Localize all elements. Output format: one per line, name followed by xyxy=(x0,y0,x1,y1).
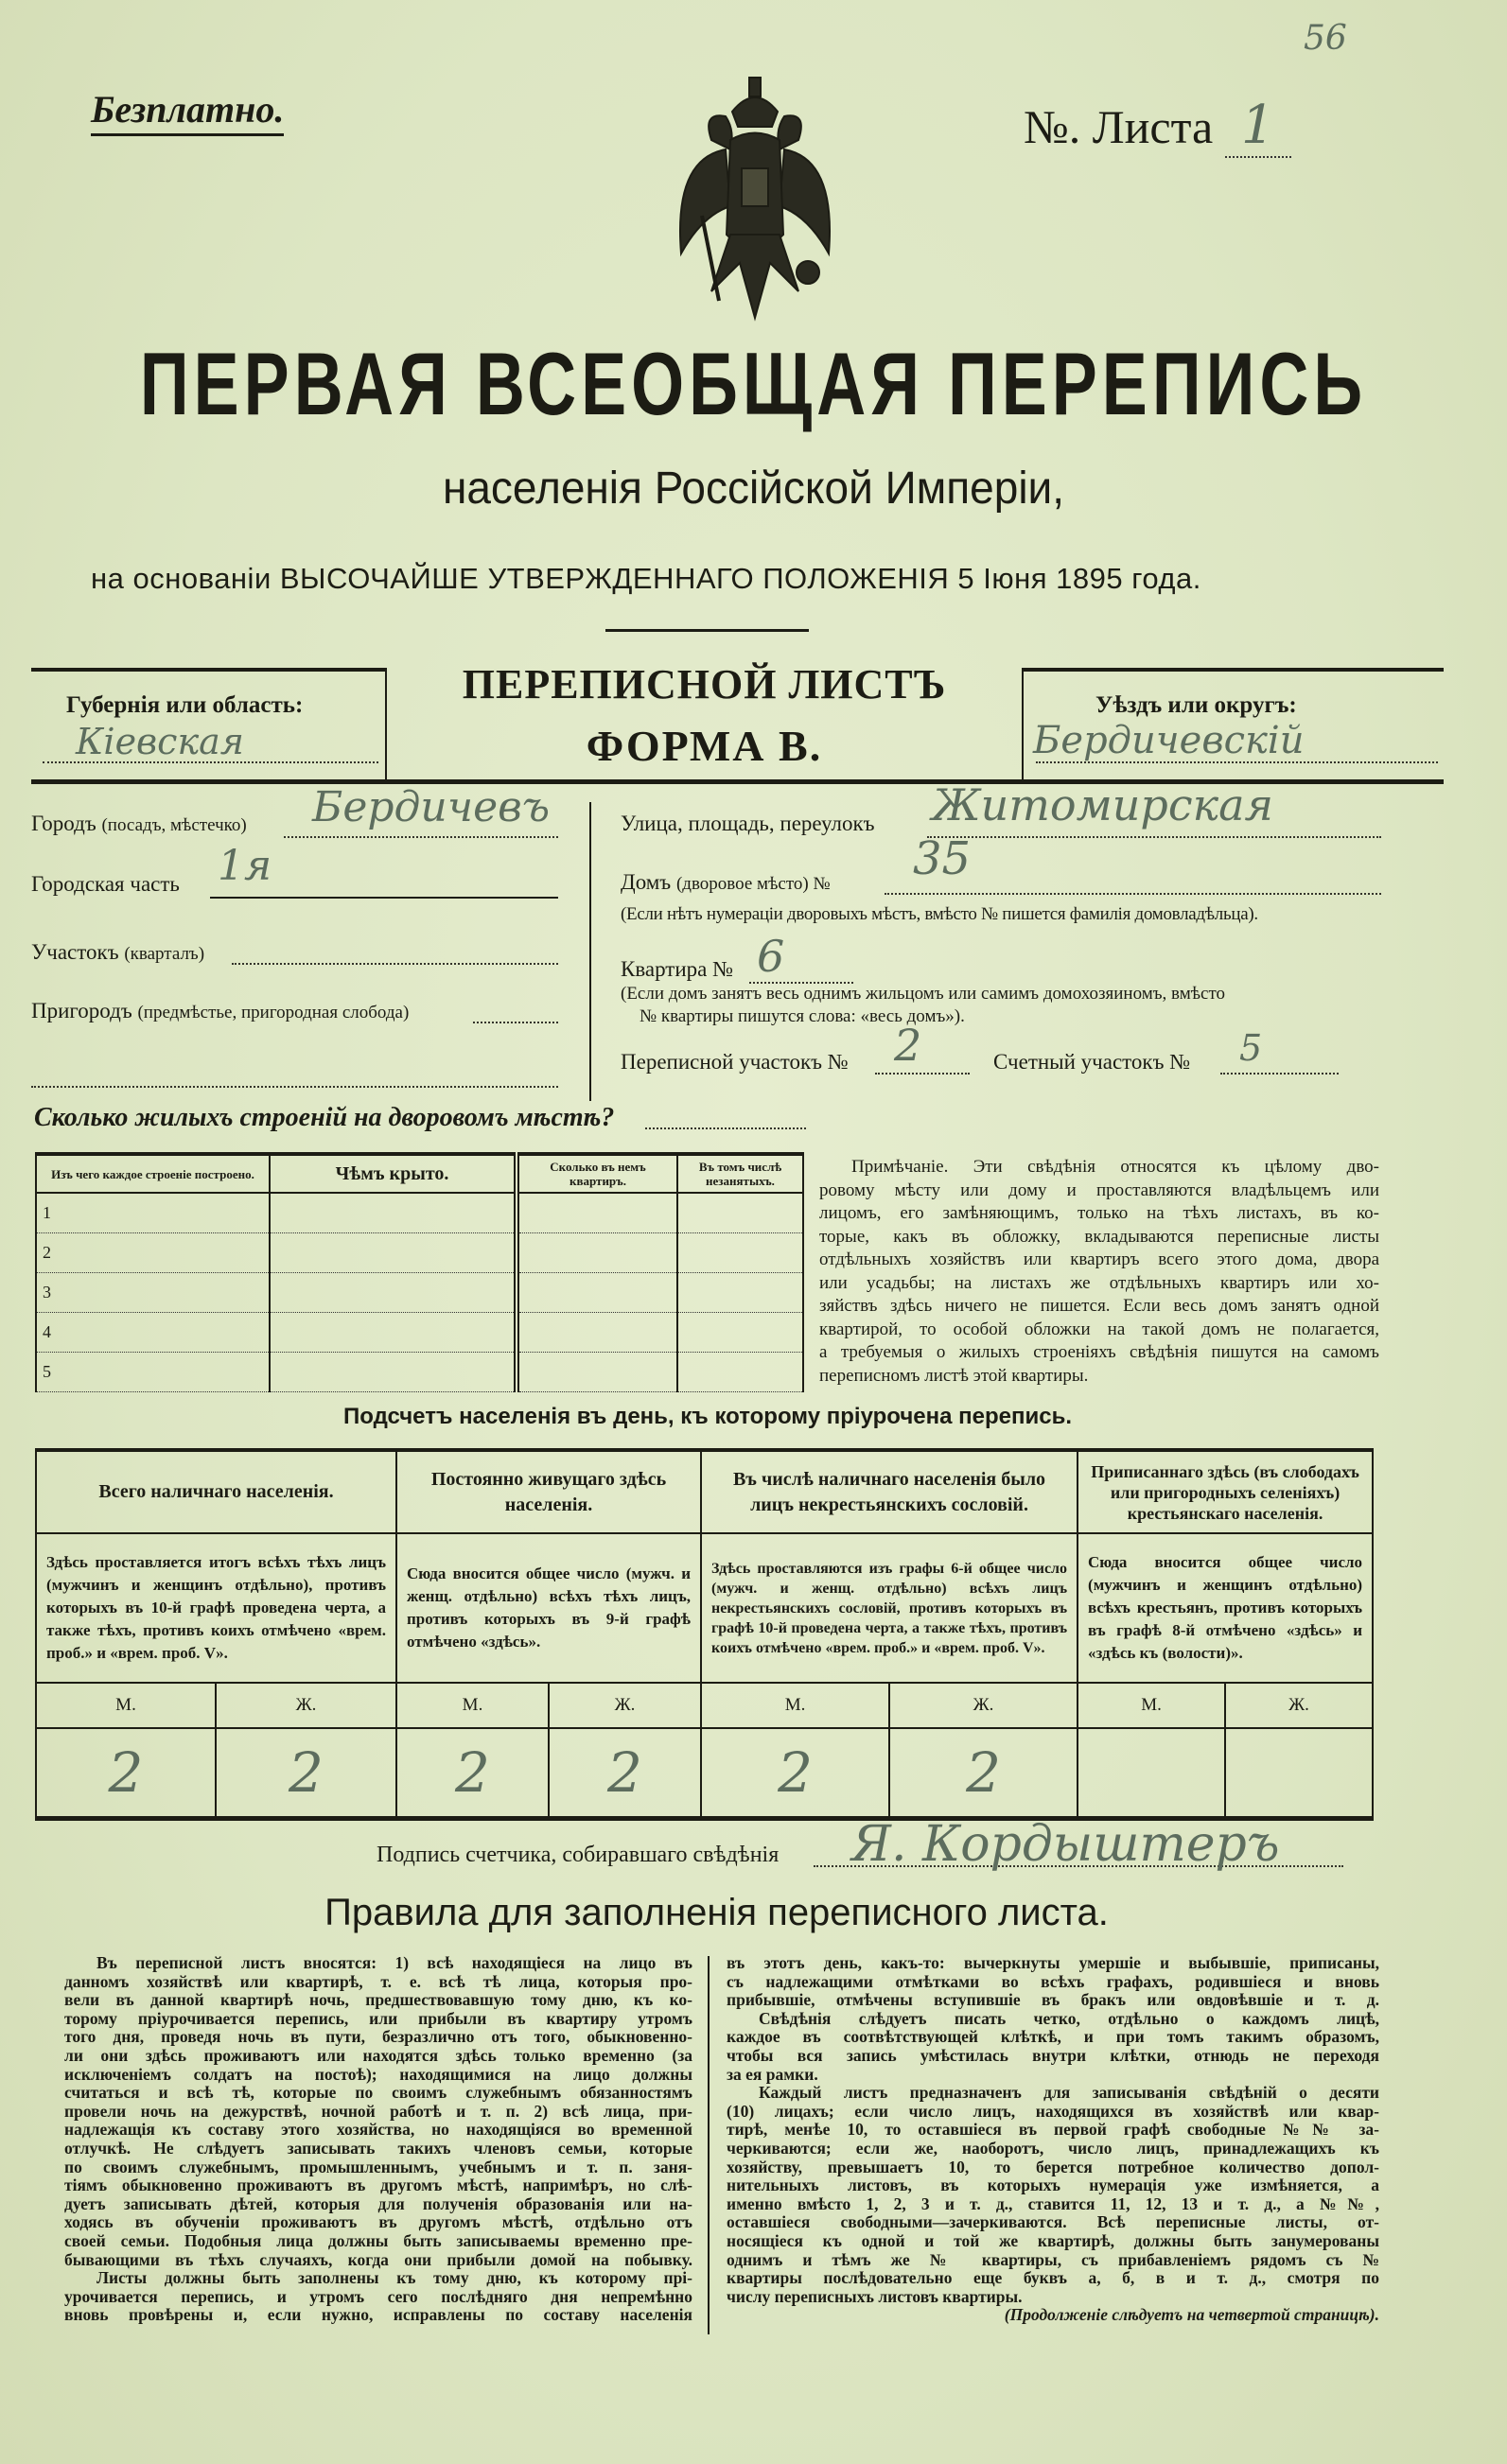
city-line xyxy=(284,836,558,838)
rules-line: Каждый листъ предназначенъ для записыванія свѣдѣній о десяти xyxy=(759,2084,1379,2103)
cell[interactable] xyxy=(270,1193,517,1233)
row-number: 1 xyxy=(36,1193,270,1233)
cell[interactable] xyxy=(677,1233,803,1273)
suburb-label xyxy=(31,999,409,1023)
legal-basis: на основаніи ВЫСОЧАЙШЕ УТВЕРЖДЕННАГО ПОЛОЖЕНІЯ 5 Іюня 1895 года. xyxy=(91,562,1201,595)
row-number: 5 xyxy=(36,1353,270,1392)
signature-value: Я. Кордыштеръ xyxy=(851,1816,1280,1873)
block-line xyxy=(232,963,558,965)
rules-line: оставшіеся свободными—зачеркиваются. Всѣ переписные листы, от- xyxy=(727,2213,1379,2232)
census-title-text: ПЕРВАЯ ВСЕОБЩАЯ ПЕРЕПИСЬ xyxy=(139,336,1368,434)
population-header-row xyxy=(36,1450,1373,1533)
cell[interactable] xyxy=(517,1273,677,1313)
flat-note-1: (Если домъ занятъ весь однимъ жильцомъ или самимъ домохозяиномъ, вмѣсто xyxy=(621,984,1226,1004)
cell[interactable] xyxy=(517,1353,677,1392)
rules-title: Правила для заполненія переписного листа. xyxy=(324,1892,1109,1933)
table-row xyxy=(36,1273,803,1313)
archive-number: 56 xyxy=(1304,19,1347,58)
cell[interactable] xyxy=(270,1233,517,1273)
sex-header-row xyxy=(36,1683,1373,1728)
rules-left-column xyxy=(64,1954,692,2325)
district-label: Уѣздъ или округъ: xyxy=(1095,692,1297,718)
census-area-label: Переписной участокъ № xyxy=(621,1050,849,1074)
column-header: Сколько въ немъ квартиръ. xyxy=(517,1154,677,1193)
resident-female-value[interactable]: 2 xyxy=(549,1728,701,1819)
table-row xyxy=(36,1353,803,1392)
note-line: лицомъ, его замѣняющимъ, только на тѣхъ листахъ, въ ко- xyxy=(819,1203,1379,1223)
census-area-value[interactable]: 2 xyxy=(894,1020,922,1071)
rules-line: носящіеся къ одной и той же квартирѣ, должны быть занумерованы xyxy=(727,2231,1379,2250)
block-hint: (кварталъ) xyxy=(124,944,205,964)
census-area-line xyxy=(875,1073,970,1075)
total-male-value[interactable]: 2 xyxy=(36,1728,216,1819)
rules-line: того дня, проведя ночь въ пути, безразлично отъ того, обыкновенно- xyxy=(64,2028,692,2047)
flat-note-2: № квартиры пишутся слова: «весь домъ»). xyxy=(640,1006,965,1026)
column-header: Всего наличнаго населенія. xyxy=(36,1450,396,1533)
city-label xyxy=(31,812,247,836)
province-value[interactable]: Кіевская xyxy=(76,721,244,762)
city-hint: (посадъ, мѣстечко) xyxy=(101,815,247,835)
suburb-line xyxy=(473,1022,558,1023)
note-line: торые, какъ въ обложку, вкладываются переписные листы xyxy=(819,1226,1379,1247)
row-number: 2 xyxy=(36,1233,270,1273)
population-values-row xyxy=(36,1728,1373,1819)
rules-line: прибывшіе, отмѣчены вступившіе въ бракъ или овдовѣвшіе и т. д. xyxy=(727,1991,1379,2010)
form-name: ФОРМА В. xyxy=(586,722,823,770)
rules-line: тіямъ обыкновенно проживаютъ въ другомъ мѣстѣ, напримѣръ, но слѣ- xyxy=(64,2176,692,2195)
rules-line: надлежащія къ составу этого хозяйства, но находящіяся во временной xyxy=(64,2121,692,2140)
sheet-number-value: 1 xyxy=(1225,95,1291,158)
rules-line: нительныхъ листовъ, въ которыхъ нумерація уже измѣняется, а xyxy=(727,2176,1379,2195)
column-header: Въ томъ числѣ незанятыхъ. xyxy=(677,1154,803,1193)
note-line: ровому мѣсту или дому и проставляются владѣльцемъ или xyxy=(819,1180,1379,1200)
flat-value[interactable]: 6 xyxy=(757,931,785,982)
rules-line: тирѣ, менѣе 10, то оставшіеся въ первой графѣ свободные №№ за- xyxy=(727,2121,1379,2140)
female-header: Ж. xyxy=(549,1683,701,1728)
sheet-number-caption: №. Листа xyxy=(1024,100,1214,153)
rules-continued: (Продолженіе слѣдуетъ на четвертой страницѣ). xyxy=(1004,2306,1379,2325)
rules-line: въ этотъ день, какъ-то: вычеркнуты умершіе и выбывшіе, приписаны, xyxy=(727,1954,1379,1972)
form-box-divider xyxy=(1022,668,1024,779)
note-line: переписномъ листѣ этой квартиры. xyxy=(819,1365,1089,1386)
non-peasant-female-value[interactable]: 2 xyxy=(889,1728,1078,1819)
column-header: Постоянно живущаго здѣсь населенія. xyxy=(396,1450,701,1533)
house-value[interactable]: 35 xyxy=(913,832,972,885)
form-title: ПЕРЕПИСНОЙ ЛИСТЪ xyxy=(462,661,947,708)
rules-line: Свѣдѣнія слѣдуетъ писать четко, отдѣльно о каждомъ лицѣ, xyxy=(759,2009,1379,2028)
rules-line: числу переписныхъ листовъ квартиры. xyxy=(727,2287,1023,2306)
buildings-note xyxy=(819,1156,1379,1388)
rules-line: Листы должны быть заполнены къ тому дню, къ которому прі- xyxy=(96,2269,692,2288)
rules-line: чтобы вся запись умѣстилась внутри клѣтки, отнюдь не переходя xyxy=(727,2046,1379,2065)
rules-line: ходясь въ обученіи проживаютъ въ другомъ мѣстѣ, отдѣльно отъ xyxy=(64,2213,692,2232)
city-label-text: Городъ xyxy=(31,812,96,835)
sheet-number-label xyxy=(1024,95,1291,158)
census-subtitle: населенія Россійской Имперіи, xyxy=(442,461,1065,514)
cell[interactable] xyxy=(517,1233,677,1273)
rules-line: по своимъ служебнымъ, промышленнымъ, учебнымъ и т. п. заня- xyxy=(64,2158,692,2176)
male-header: М. xyxy=(36,1683,216,1728)
block-label-text: Участокъ xyxy=(31,940,119,964)
district-line xyxy=(1036,761,1438,763)
street-line xyxy=(927,836,1381,838)
suburb-label-text: Пригородъ xyxy=(31,999,132,1022)
note-line: квартирой, то особой обложки на такой домъ не полагается, xyxy=(819,1319,1379,1339)
column-description: Здѣсь проставляется итогъ всѣхъ тѣхъ лицъ (мужчинъ и женщинъ отдѣльно), противъ которыхъ въ 10-й графѣ проведена черта, а также тѣхъ, противъ коихъ отмѣчено «врем. проб.» и «врем. проб. V». xyxy=(36,1533,396,1683)
district-value[interactable]: Бердичевскій xyxy=(1033,719,1305,762)
house-line xyxy=(885,893,1381,895)
rules-right-column xyxy=(727,1954,1379,2325)
rules-line: Въ переписной листъ вносятся: 1) всѣ находящіеся на лицо въ xyxy=(96,1954,692,1972)
city-part-value[interactable]: 1я xyxy=(218,842,272,890)
form-box-top-border xyxy=(31,668,385,672)
rules-line: данномъ хозяйствѣ или квартирѣ, т. е. всѣ тѣ лица, которыя про- xyxy=(64,1972,692,1991)
rules-line: урочивается перепись, и утромъ сего послѣдняго дня непремѣнно xyxy=(64,2287,692,2306)
female-header: Ж. xyxy=(1225,1683,1373,1728)
rules-line: исключеніемъ солдатъ на постоѣ); находящимися на лицо должны xyxy=(64,2065,692,2084)
suburb-hint: (предмѣстье, пригородная слобода) xyxy=(137,1003,410,1022)
rules-line: дуетъ записывать дѣтей, которыя для полученія образованія или на- xyxy=(64,2194,692,2213)
table-row xyxy=(36,1193,803,1233)
female-header: Ж. xyxy=(216,1683,396,1728)
street-label: Улица, площадь, переулокъ xyxy=(621,812,875,835)
imperial-eagle-emblem xyxy=(674,74,836,322)
count-area-value[interactable]: 5 xyxy=(1239,1027,1263,1069)
rules-line: считаться и всѣ тѣ, которые по своимъ служебнымъ обязанностямъ xyxy=(64,2084,692,2103)
resident-male-value[interactable]: 2 xyxy=(396,1728,549,1819)
note-line: зяйствъ здѣсь ничего не пишется. Если весь домъ занятъ одной xyxy=(819,1296,1379,1316)
buildings-table xyxy=(35,1152,804,1392)
free-label: Безплатно. xyxy=(91,87,284,136)
cell[interactable] xyxy=(517,1193,677,1233)
cell[interactable] xyxy=(677,1193,803,1233)
table-row xyxy=(36,1313,803,1353)
block-label xyxy=(31,940,204,965)
address-divider xyxy=(589,802,591,1101)
column-header: Въ числѣ наличнаго населенія было лицъ некрестьянскихъ сословій. xyxy=(701,1450,1078,1533)
rules-line: черкиваются; если же, наоборотъ, число лицъ, принадлежащихъ къ xyxy=(727,2139,1379,2158)
rules-line: именно вмѣсто 1, 2, 3 и т. д., ставится 11, 12, 13 и т. д., а №№, xyxy=(727,2194,1379,2213)
rules-line: провели ночь на дежурствѣ, ночной работѣ и т. п. 2) всѣ лица, при- xyxy=(64,2102,692,2121)
flat-label: Квартира № xyxy=(621,957,734,981)
buildings-answer-line xyxy=(645,1127,806,1129)
note-line: или усадьбы; на листахъ же отдѣльныхъ квартиръ или хо- xyxy=(819,1272,1379,1293)
rules-column-divider xyxy=(708,1956,710,2334)
column-header: Приписаннаго здѣсь (въ слободахъ или пригородныхъ селеніяхъ) крестьянскаго населенія. xyxy=(1078,1450,1373,1533)
cell[interactable] xyxy=(270,1353,517,1392)
note-line: Примѣчаніе. Эти свѣдѣнія относятся къ цѣлому дво- xyxy=(851,1157,1379,1177)
note-line: а требуемыя о жилыхъ строеніяхъ свѣдѣнія пишутся на самомъ xyxy=(819,1342,1379,1362)
male-header: М. xyxy=(701,1683,889,1728)
house-label-text: Домъ xyxy=(621,870,672,894)
city-part-label: Городская часть xyxy=(31,872,180,896)
house-hint: (дворовое мѣсто) № xyxy=(675,874,831,894)
rules-line: бывающими въ тѣхъ случаяхъ, когда они прибыли домой на побывку. xyxy=(64,2250,692,2269)
population-title: Подсчетъ населенія въ день, къ которому пріурочена перепись. xyxy=(343,1404,1072,1429)
peasant-male-value[interactable] xyxy=(1078,1728,1225,1819)
province-line xyxy=(43,761,378,763)
rules-line: съ надлежащими отмѣтками во всѣхъ графахъ, родившіеся и вновь xyxy=(727,1972,1379,1991)
buildings-header-row xyxy=(36,1154,803,1193)
house-note: (Если нѣтъ нумераціи дворовыхъ мѣстъ, вмѣсто № пишется фамилія домовладѣльца). xyxy=(621,904,1258,924)
rules-line: каждое въ соотвѣтствующей клѣткѣ, и при томъ такимъ образомъ, xyxy=(727,2028,1379,2047)
rules-line: ли они здѣсь проживаютъ или находятся здѣсь только временно (за xyxy=(64,2046,692,2065)
cell[interactable] xyxy=(270,1273,517,1313)
rules-line: своей семьи. Подобныя лица должны быть записываемы временно пре- xyxy=(64,2231,692,2250)
cell[interactable] xyxy=(270,1313,517,1353)
divider xyxy=(605,629,809,632)
total-female-value[interactable]: 2 xyxy=(216,1728,396,1819)
male-header: М. xyxy=(1078,1683,1225,1728)
blank-line xyxy=(31,1086,558,1088)
buildings-question: Сколько жилыхъ строеній на дворовомъ мѣстѣ? xyxy=(34,1103,615,1132)
row-number: 4 xyxy=(36,1313,270,1353)
table-row xyxy=(36,1233,803,1273)
population-desc-row xyxy=(36,1533,1373,1683)
census-title xyxy=(0,336,1507,434)
cell[interactable] xyxy=(677,1353,803,1392)
house-label xyxy=(621,870,831,895)
column-description: Сюда вносится общее число (мужч. и женщ. отдѣльно) всѣхъ тѣхъ лицъ, противъ которыхъ въ 9-й графѣ отмѣчено «здѣсь». xyxy=(396,1533,701,1683)
rules-line: вели въ данной квартирѣ ночь, предшествовавшую тому дню, къ ко- xyxy=(64,1991,692,2010)
rules-line: (10) лицахъ; если число лицъ, находящихся въ хозяйствѣ или квар- xyxy=(727,2102,1379,2121)
form-box-top-border xyxy=(1024,668,1444,672)
rules-line: квартиры послѣдовательно еще буквъ а, б, в и т. д., смотря по xyxy=(727,2269,1379,2288)
city-value[interactable]: Бердичевъ xyxy=(312,783,551,831)
count-area-line xyxy=(1220,1073,1339,1075)
column-description: Здѣсь проставляются изъ графы 6-й общее число (мужч. и женщ. отдѣльно) всѣхъ лицъ некрестьянскихъ сословій, противъ которыхъ въ графѣ 10-й проведена черта, а также тѣхъ, противъ коихъ отмѣчено «врем. проб.» и «врем. проб. V». xyxy=(701,1533,1078,1683)
rules-line: отлучкѣ. Не слѣдуетъ записывать такихъ членовъ семьи, которые xyxy=(64,2139,692,2158)
cell[interactable] xyxy=(517,1313,677,1353)
female-header: Ж. xyxy=(889,1683,1078,1728)
cell[interactable] xyxy=(677,1313,803,1353)
rules-line: за ея рамки. xyxy=(727,2065,818,2084)
rules-line: вновь провѣрены и, если нужно, исправлены по составу населенія xyxy=(64,2306,692,2325)
street-value[interactable]: Житомирская xyxy=(932,779,1273,830)
row-number: 3 xyxy=(36,1273,270,1313)
non-peasant-male-value[interactable]: 2 xyxy=(701,1728,889,1819)
rules-line: торому пріурочивается перепись, или прибыли въ квартиру утромъ xyxy=(64,2009,692,2028)
note-line: отдѣльныхъ хозяйствъ или квартиръ всего этого дома, двора xyxy=(819,1249,1379,1269)
population-table xyxy=(35,1448,1374,1821)
signature-label: Подпись счетчика, собиравшаго свѣдѣнія xyxy=(377,1843,780,1867)
column-header: Изъ чего каждое строеніе построено. xyxy=(36,1154,270,1193)
rules-line: хозяйству, превышаетъ 10, то берется потребное количество допол- xyxy=(727,2158,1379,2176)
male-header: М. xyxy=(396,1683,549,1728)
peasant-female-value[interactable] xyxy=(1225,1728,1373,1819)
column-header: Чѣмъ крыто. xyxy=(270,1154,517,1193)
column-description: Сюда вносится общее число (мужчинъ и женщинъ отдѣльно) всѣхъ крестьянъ, противъ которыхъ въ графѣ 8-й отмѣчено «здѣсь» и «здѣсь къ (волости)». xyxy=(1078,1533,1373,1683)
count-area-label: Счетный участокъ № xyxy=(993,1050,1191,1074)
city-part-line xyxy=(210,897,558,899)
rules-line: однимъ и тѣмъ же № квартиры, съ прибавленіемъ рядомъ съ № xyxy=(727,2250,1379,2269)
province-label: Губернія или область: xyxy=(66,692,304,718)
cell[interactable] xyxy=(677,1273,803,1313)
